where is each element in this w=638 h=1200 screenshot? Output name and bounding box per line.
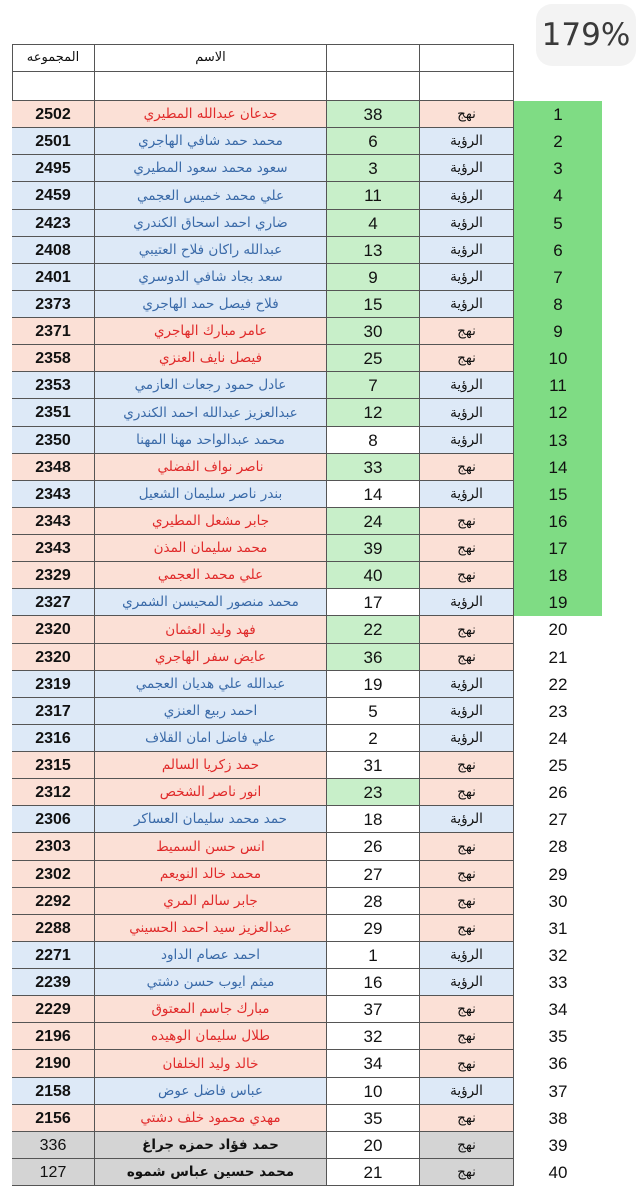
cell-team[interactable]: الرؤية (420, 942, 514, 969)
rank-number: 24 (548, 729, 568, 748)
cell-num[interactable]: 22 (327, 616, 420, 644)
cell-team[interactable]: نهج (420, 535, 514, 562)
cell-total[interactable]: 2501 (12, 128, 95, 155)
rank-number: 7 (514, 264, 602, 291)
cell-total[interactable]: 2229 (12, 996, 95, 1023)
header-total[interactable]: المجموعه (12, 44, 95, 72)
cell-name[interactable]: احمد ربيع العنزي (95, 698, 327, 725)
cell-team[interactable]: الرؤية (420, 806, 514, 833)
cell-name[interactable]: محمد عبدالواحد مهنا المهنا (95, 427, 327, 454)
cell-team[interactable]: نهج (420, 833, 514, 861)
cell-total[interactable]: 2306 (12, 806, 95, 833)
cell-name[interactable]: علي محمد العجمي (95, 562, 327, 589)
cell-total[interactable]: 2320 (12, 616, 95, 644)
cell-num[interactable]: 39 (327, 535, 420, 562)
rank-number: 18 (514, 562, 602, 589)
cell-num[interactable]: 5 (327, 698, 420, 725)
rank-number: 22 (548, 675, 568, 694)
cell-name[interactable]: عبدالله علي هديان العجمي (95, 671, 327, 698)
cell-name[interactable]: محمد حمد شافي الهاجري (95, 128, 327, 155)
rank-number: 14 (514, 454, 602, 481)
cell-total[interactable]: 336 (12, 1132, 95, 1159)
cell-name[interactable]: جابر مشعل المطيري (95, 508, 327, 535)
cell-name[interactable]: خالد وليد الخلفان (95, 1050, 327, 1078)
rank-number: 11 (514, 372, 602, 399)
cell-team[interactable]: نهج (420, 779, 514, 806)
cell-team[interactable]: الرؤية (420, 210, 514, 237)
cell-total[interactable]: 2495 (12, 155, 95, 182)
cell-team[interactable]: نهج (420, 508, 514, 535)
rank-number: 23 (548, 702, 568, 721)
cell-num[interactable]: 17 (327, 589, 420, 616)
cell-total[interactable]: 2319 (12, 671, 95, 698)
cell-team[interactable]: نهج (420, 101, 514, 128)
cell-num[interactable]: 30 (327, 318, 420, 345)
cell-total[interactable]: 2292 (12, 888, 95, 915)
rank-number: 35 (548, 1027, 568, 1046)
cell-name[interactable]: سعد بجاد شافي الدوسري (95, 264, 327, 291)
rank-number: 10 (514, 345, 602, 372)
cell-team[interactable]: الرؤية (420, 725, 514, 752)
cell-name[interactable]: جابر سالم المري (95, 888, 327, 915)
rank-number: 29 (548, 865, 568, 884)
cell-name[interactable]: بندر ناصر سليمان الشعيل (95, 481, 327, 508)
cell-total[interactable]: 2351 (12, 399, 95, 427)
cell-name[interactable]: عباس فاضل عوض (95, 1078, 327, 1105)
cell-team[interactable]: الرؤية (420, 399, 514, 427)
rank-number: 12 (514, 399, 602, 427)
cell-team[interactable]: نهج (420, 644, 514, 671)
cell-name[interactable]: ضاري احمد اسحاق الكندري (95, 210, 327, 237)
cell-total[interactable]: 2320 (12, 644, 95, 671)
rank-number: 34 (548, 1000, 568, 1019)
cell-name[interactable]: علي فاضل امان القلاف (95, 725, 327, 752)
cell-num[interactable]: 1 (327, 942, 420, 969)
cell-total[interactable]: 2343 (12, 481, 95, 508)
cell-name[interactable]: انور ناصر الشخص (95, 779, 327, 806)
rank-number: 5 (514, 210, 602, 237)
cell-team[interactable]: نهج (420, 562, 514, 589)
rank-number: 15 (514, 481, 602, 508)
cell-name[interactable]: حمد محمد سليمان العساكر (95, 806, 327, 833)
cell-num[interactable]: 9 (327, 264, 420, 291)
cell-num[interactable]: 38 (327, 101, 420, 128)
cell-team[interactable]: نهج (420, 1132, 514, 1159)
cell-team[interactable]: الرؤية (420, 372, 514, 399)
cell-total[interactable]: 2288 (12, 915, 95, 942)
cell-name[interactable]: عبدالعزيز عبدالله احمد الكندري (95, 399, 327, 427)
cell-name[interactable]: عامر مبارك الهاجري (95, 318, 327, 345)
cell-name[interactable]: عبدالعزيز سيد احمد الحسيني (95, 915, 327, 942)
rank-number: 32 (548, 946, 568, 965)
cell-name[interactable]: محمد سليمان المذن (95, 535, 327, 562)
cell-name[interactable]: مبارك جاسم المعتوق (95, 996, 327, 1023)
header-team[interactable] (420, 44, 514, 72)
rank-number: 37 (548, 1082, 568, 1101)
empty-cell[interactable] (12, 72, 95, 101)
empty-cell[interactable] (420, 72, 514, 101)
cell-team[interactable]: الرؤية (420, 698, 514, 725)
cell-team[interactable]: الرؤية (420, 969, 514, 996)
rank-number: 2 (514, 128, 602, 155)
cell-total[interactable]: 2317 (12, 698, 95, 725)
cell-num[interactable]: 31 (327, 752, 420, 779)
cell-name[interactable]: محمد حسين عباس شموه (95, 1159, 327, 1186)
cell-num[interactable]: 13 (327, 237, 420, 264)
cell-team[interactable]: نهج (420, 915, 514, 942)
rank-number: 3 (514, 155, 602, 182)
cell-total[interactable]: 2423 (12, 210, 95, 237)
rank-number: 9 (514, 318, 602, 345)
rank-number: 19 (514, 589, 602, 616)
cell-team[interactable]: نهج (420, 1159, 514, 1186)
header-name[interactable]: الاسم (95, 44, 327, 72)
cell-total[interactable]: 127 (12, 1159, 95, 1186)
cell-total[interactable]: 2329 (12, 562, 95, 589)
cell-num[interactable]: 16 (327, 969, 420, 996)
cell-name[interactable]: عايض سفر الهاجري (95, 644, 327, 671)
cell-team[interactable]: الرؤية (420, 589, 514, 616)
cell-total[interactable]: 2239 (12, 969, 95, 996)
cell-team[interactable]: الرؤية (420, 155, 514, 182)
cell-total[interactable]: 2271 (12, 942, 95, 969)
cell-name[interactable]: انس حسن السميط (95, 833, 327, 861)
cell-team[interactable]: الرؤية (420, 237, 514, 264)
cell-total[interactable]: 2327 (12, 589, 95, 616)
cell-num[interactable]: 27 (327, 861, 420, 888)
cell-name[interactable]: محمد خالد النويعم (95, 861, 327, 888)
cell-name[interactable]: حمد فؤاد حمزه جراغ (95, 1132, 327, 1159)
rank-number: 8 (514, 291, 602, 318)
cell-name[interactable]: فلاح فيصل حمد الهاجري (95, 291, 327, 318)
cell-total[interactable]: 2401 (12, 264, 95, 291)
cell-num[interactable]: 25 (327, 345, 420, 372)
cell-num[interactable]: 8 (327, 427, 420, 454)
cell-total[interactable]: 2158 (12, 1078, 95, 1105)
cell-team[interactable]: نهج (420, 318, 514, 345)
rank-number: 40 (548, 1163, 568, 1182)
cell-total[interactable]: 2408 (12, 237, 95, 264)
cell-team[interactable]: نهج (420, 1105, 514, 1132)
cell-name[interactable]: سعود محمد سعود المطيري (95, 155, 327, 182)
cell-num[interactable]: 28 (327, 888, 420, 915)
rank-number: 25 (548, 756, 568, 775)
cell-name[interactable]: فيصل نايف العنزي (95, 345, 327, 372)
cell-total[interactable]: 2303 (12, 833, 95, 861)
cell-team[interactable]: نهج (420, 888, 514, 915)
rank-number: 26 (548, 783, 568, 802)
rank-number: 39 (548, 1136, 568, 1155)
cell-num[interactable]: 15 (327, 291, 420, 318)
cell-total[interactable]: 2371 (12, 318, 95, 345)
cell-total[interactable]: 2358 (12, 345, 95, 372)
cell-team[interactable]: الرؤية (420, 671, 514, 698)
cell-num[interactable]: 7 (327, 372, 420, 399)
cell-name[interactable]: ناصر نواف الفضلي (95, 454, 327, 481)
cell-num[interactable]: 24 (327, 508, 420, 535)
rank-number: 27 (548, 810, 568, 829)
rank-number: 20 (548, 620, 568, 639)
cell-num[interactable]: 32 (327, 1023, 420, 1050)
cell-total[interactable]: 2459 (12, 182, 95, 210)
cell-num[interactable]: 12 (327, 399, 420, 427)
cell-total[interactable]: 2343 (12, 508, 95, 535)
cell-num[interactable]: 35 (327, 1105, 420, 1132)
rank-number: 28 (548, 837, 568, 856)
cell-total[interactable]: 2190 (12, 1050, 95, 1078)
cell-team[interactable]: الرؤية (420, 427, 514, 454)
empty-cell[interactable] (95, 72, 327, 101)
cell-num[interactable]: 40 (327, 562, 420, 589)
cell-team[interactable]: الرؤية (420, 264, 514, 291)
cell-name[interactable]: ميثم ايوب حسن دشتي (95, 969, 327, 996)
cell-name[interactable]: محمد منصور المحيسن الشمري (95, 589, 327, 616)
rank-number: 1 (514, 101, 602, 128)
cell-num[interactable]: 2 (327, 725, 420, 752)
cell-num[interactable]: 10 (327, 1078, 420, 1105)
cell-total[interactable]: 2316 (12, 725, 95, 752)
cell-name[interactable]: علي محمد خميس العجمي (95, 182, 327, 210)
cell-team[interactable]: الرؤية (420, 481, 514, 508)
cell-num[interactable]: 4 (327, 210, 420, 237)
cell-name[interactable]: جدعان عبدالله المطيري (95, 101, 327, 128)
cell-team[interactable]: الرؤية (420, 291, 514, 318)
cell-total[interactable]: 2348 (12, 454, 95, 481)
cell-team[interactable]: نهج (420, 1023, 514, 1050)
cell-total[interactable]: 2196 (12, 1023, 95, 1050)
header-number[interactable] (327, 44, 420, 72)
cell-num[interactable]: 36 (327, 644, 420, 671)
empty-cell[interactable] (327, 72, 420, 101)
rank-number: 21 (548, 648, 568, 667)
rank-number: 33 (548, 973, 568, 992)
cell-num[interactable]: 33 (327, 454, 420, 481)
cell-name[interactable]: حمد زكريا السالم (95, 752, 327, 779)
cell-name[interactable]: مهدي محمود خلف دشتي (95, 1105, 327, 1132)
cell-num[interactable]: 34 (327, 1050, 420, 1078)
cell-team[interactable]: نهج (420, 345, 514, 372)
cell-num[interactable]: 18 (327, 806, 420, 833)
cell-name[interactable]: فهد وليد العثمان (95, 616, 327, 644)
cell-num[interactable]: 6 (327, 128, 420, 155)
cell-num[interactable]: 37 (327, 996, 420, 1023)
cell-total[interactable]: 2373 (12, 291, 95, 318)
cell-num[interactable]: 11 (327, 182, 420, 210)
rank-number: 16 (514, 508, 602, 535)
cell-name[interactable]: عادل حمود رجعات العازمي (95, 372, 327, 399)
cell-total[interactable]: 2502 (12, 101, 95, 128)
cell-team[interactable]: الرؤية (420, 1078, 514, 1105)
cell-name[interactable]: طلال سليمان الوهيده (95, 1023, 327, 1050)
cell-num[interactable]: 3 (327, 155, 420, 182)
cell-team[interactable]: نهج (420, 454, 514, 481)
rank-number: 36 (548, 1054, 568, 1073)
rank-number: 13 (514, 427, 602, 454)
cell-num[interactable]: 26 (327, 833, 420, 861)
rank-number: 4 (514, 182, 602, 210)
cell-num[interactable]: 29 (327, 915, 420, 942)
cell-team[interactable]: الرؤية (420, 128, 514, 155)
cell-team[interactable]: نهج (420, 1050, 514, 1078)
cell-total[interactable]: 2353 (12, 372, 95, 399)
cell-team[interactable]: نهج (420, 752, 514, 779)
cell-num[interactable]: 21 (327, 1159, 420, 1186)
rank-number: 6 (514, 237, 602, 264)
cell-total[interactable]: 2302 (12, 861, 95, 888)
cell-team[interactable]: نهج (420, 616, 514, 644)
cell-team[interactable]: نهج (420, 996, 514, 1023)
cell-total[interactable]: 2343 (12, 535, 95, 562)
cell-total[interactable]: 2312 (12, 779, 95, 806)
cell-num[interactable]: 23 (327, 779, 420, 806)
rank-number: 31 (548, 919, 568, 938)
cell-name[interactable]: احمد عصام الداود (95, 942, 327, 969)
cell-num[interactable]: 14 (327, 481, 420, 508)
cell-num[interactable]: 19 (327, 671, 420, 698)
cell-total[interactable]: 2350 (12, 427, 95, 454)
zoom-level-badge: 179% (536, 4, 636, 66)
rank-number: 38 (548, 1109, 568, 1128)
rank-number: 30 (548, 892, 568, 911)
cell-num[interactable]: 20 (327, 1132, 420, 1159)
cell-total[interactable]: 2156 (12, 1105, 95, 1132)
cell-team[interactable]: الرؤية (420, 182, 514, 210)
rank-number: 17 (514, 535, 602, 562)
cell-total[interactable]: 2315 (12, 752, 95, 779)
cell-name[interactable]: عبدالله راكان فلاح العتيبي (95, 237, 327, 264)
cell-team[interactable]: نهج (420, 861, 514, 888)
